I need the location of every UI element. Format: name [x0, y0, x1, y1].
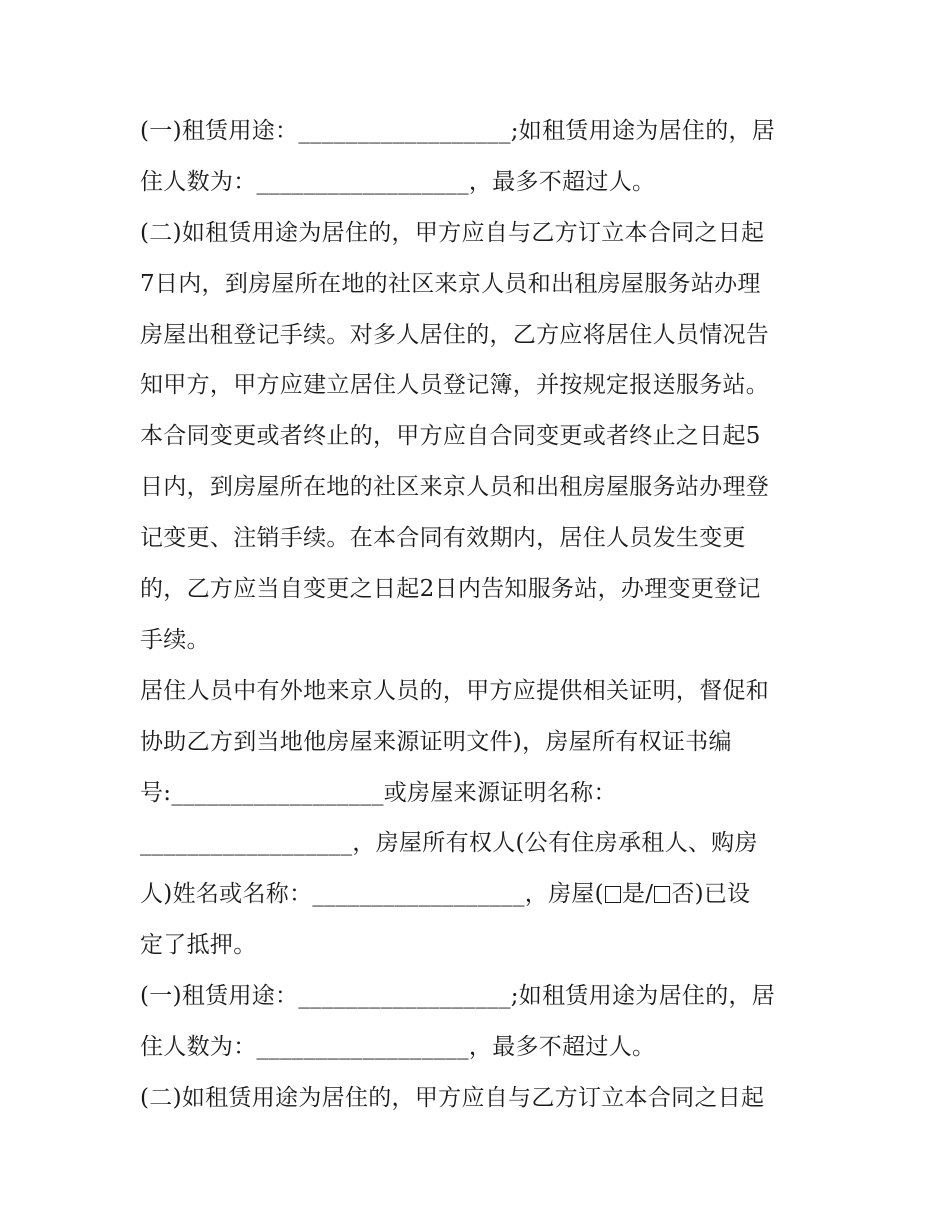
- text-line: (一)租赁用途：__________________;如租赁用途为居住的，居: [140, 983, 776, 1010]
- text-line: 定了抵押。: [140, 932, 257, 959]
- text-line: 房屋出租登记手续。对多人居住的，乙方应将居住人员情况告: [140, 321, 770, 348]
- text-line: (二)如租赁用途为居住的，甲方应自与乙方订立本合同之日起: [140, 1084, 765, 1111]
- text-line: 的，乙方应当自变更之日起2日内告知服务站，办理变更登记: [140, 576, 761, 603]
- text-line: (二)如租赁用途为居住的，甲方应自与乙方订立本合同之日起: [140, 219, 765, 246]
- text-line: 本合同变更或者终止的，甲方应自合同变更或者终止之日起5: [140, 423, 761, 450]
- text-line: 号:__________________或房屋来源证明名称：: [140, 779, 617, 806]
- checkbox-yes[interactable]: [605, 886, 621, 903]
- text-line: 手续。: [140, 626, 210, 653]
- text-line: (一)租赁用途：__________________;如租赁用途为居住的，居: [140, 118, 776, 144]
- text-segment: 人)姓名或名称：__________________，房屋(: [140, 881, 604, 908]
- text-line: 记变更、注销手续。在本合同有效期内，居住人员发生变更: [140, 525, 746, 552]
- text-line: __________________，房屋所有权人(公有住房承租人、购房: [140, 830, 758, 857]
- text-line: 协助乙方到当地他房屋来源证明文件)，房屋所有权证书编: [140, 728, 732, 755]
- text-line: 住人数为：__________________，最多不超过人。: [140, 168, 656, 195]
- text-line: 7日内，到房屋所在地的社区来京人员和出租房屋服务站办理: [140, 270, 761, 297]
- text-line: 居住人员中有外地来京人员的，甲方应提供相关证明，督促和: [140, 677, 770, 704]
- text-segment: 否)已设: [671, 881, 751, 908]
- text-line-with-checkboxes: [140, 869, 812, 920]
- document-body: [140, 106, 812, 1124]
- text-segment: 是/: [621, 881, 654, 908]
- checkbox-no[interactable]: [654, 886, 670, 903]
- text-line: 知甲方，甲方应建立居住人员登记簿，并按规定报送服务站。: [140, 372, 770, 399]
- text-line: 日内，到房屋所在地的社区来京人员和出租房屋服务站办理登: [140, 474, 770, 501]
- text-line: 住人数为：__________________，最多不超过人。: [140, 1034, 656, 1061]
